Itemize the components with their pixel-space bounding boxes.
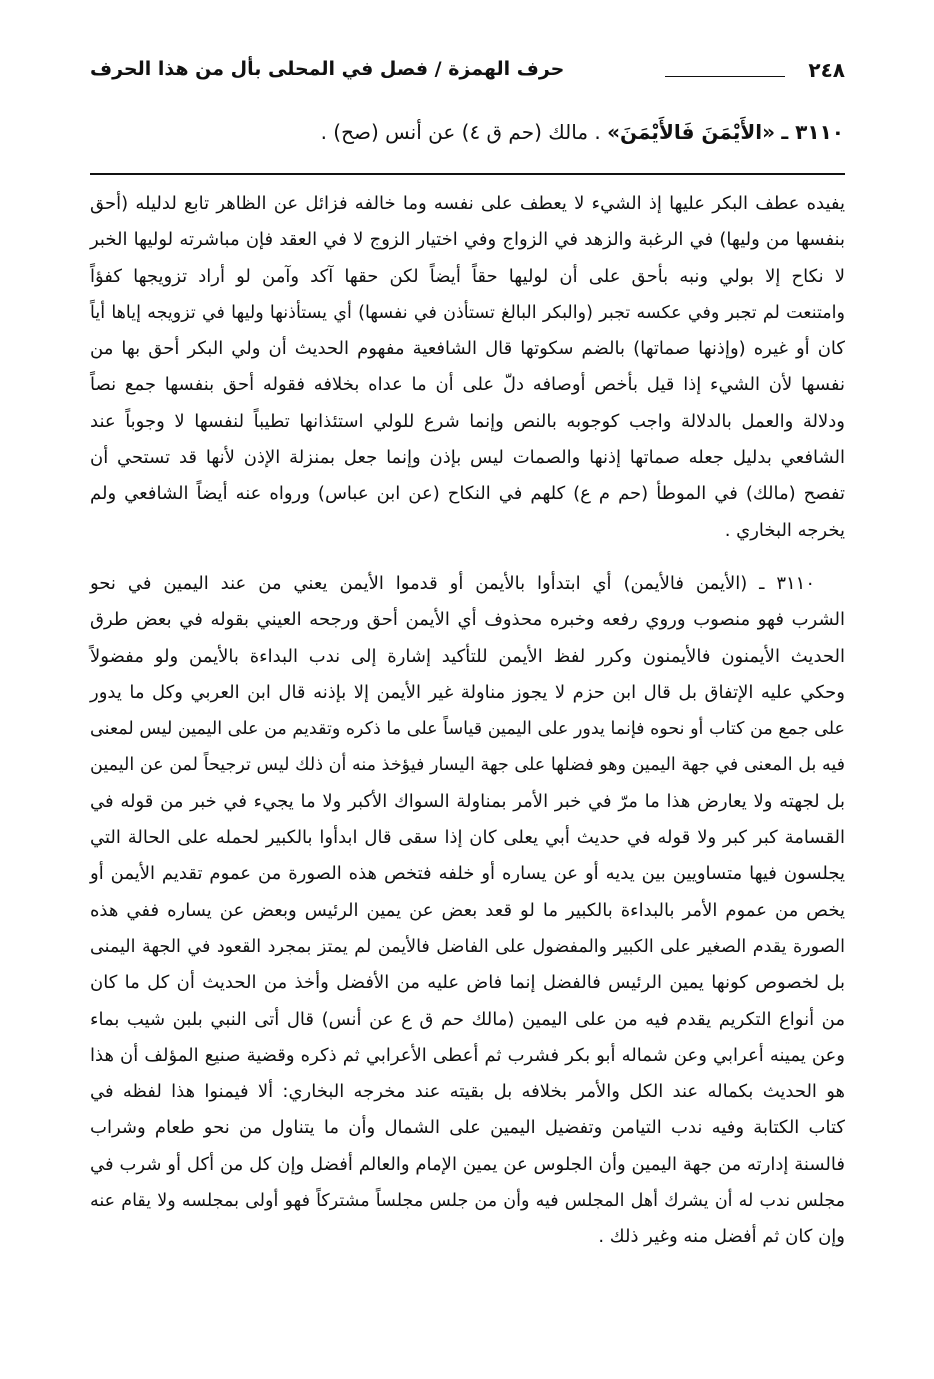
page-number: ٢٤٨ xyxy=(808,58,845,82)
commentary-paragraph-2 xyxy=(90,566,845,1256)
text-line: ٣١١٠ ـ (الأيمن فالأيمن) أي ابتدأوا بالأيمن أو قدموا الأيمن يعني من عند اليمين في نحو xyxy=(90,572,815,594)
text-line: من أنواع التكريم يقدم فيه من على اليمين (مالك حم ق ع عن أنس) قال أتى النبي بلبن شيب بماء xyxy=(90,1008,845,1030)
hadith-number: ٣١١٠ ـ xyxy=(781,120,844,144)
section-divider xyxy=(90,173,845,175)
text-line: على جمع من كتاب أو نحوه فإنما يدور على اليمين قياساً على ما ذكره وتقديم من على اليمين ليس لمعنى xyxy=(90,719,845,740)
text-line: الشافعي بدليل جعله صماتها إذنها والصمات ليس بإذن وإنما جعل بمنزلة الإذن لأنها قد تستحي أن xyxy=(90,447,845,469)
text-line: وحكي عليه الإتفاق بل قال ابن حزم لا يجوز مناولة غير الأيمن إلا بإذنه قال ابن العربي وكل ما يدور xyxy=(90,681,845,703)
hadith-text xyxy=(94,120,844,144)
text-line: نفسها لأن الشيء إذا قيل بأخص أوصافه دلّ على أن ما عداه بخلافه فقوله أحق بنفسها جمع نصاً xyxy=(90,374,845,396)
text-line: يخرجه البخاري . xyxy=(724,519,845,541)
page-header xyxy=(90,58,845,92)
text-line: وإن كان ثم أفضل منه وغير ذلك . xyxy=(598,1226,845,1248)
text-line: الشرب فهو منصوب وروي رفعه وخبره محذوف أي الأيمن أحق ورجحه العيني بقوله في بعض طرق xyxy=(90,609,845,631)
text-line: يخص من عموم الأمر بالبداءة بالكبير ما لو قعد بعض عن يمين الرئيس وبعض عن يساره ففي هذه xyxy=(90,899,845,921)
text-line: كان أو غيره (وإذنها صماتها) بالضم سكوتها قال الشافعية مفهوم الحديث أن ولي البكر أحق بها من xyxy=(90,338,845,360)
header-rule xyxy=(665,76,785,77)
text-line: الحديث الأيمنون فالأيمنون وكرر لفظ الأيمن للتأكيد إشارة إلى ندب البداءة بالأيمن ولو مفضولاً xyxy=(90,645,845,667)
running-title: حرف الهمزة / فصل في المحلى بأل من هذا الحرف xyxy=(90,58,565,80)
text-line: بل لجهته ولا يعارض هذا ما مرّ في خبر الأمر بمناولة السواك الأكبر ولا ما يجيء في خبر من قوله في xyxy=(90,790,845,812)
text-line: بنفسها من وليها) في الرغبة والزهد في الزواج وفي اختيار الزوج لا في العقد فإن مباشرته لوليها الخبر xyxy=(90,229,845,251)
text-line: القسامة كبر كبر ولا قوله في حديث أبي يعلى كان إذا سقى قال ابدأوا بالكبير لحمله على الحالة التي xyxy=(90,827,845,849)
text-line: فيه بل المعنى في جهة اليمين وهو فضلها على جهة اليسار فيؤخذ منه أن ذلك ليس ترجيحاً لمن عن اليمين xyxy=(90,755,845,776)
hadith-matn: «الأَيْمَنَ فَالأَيْمَنَ» xyxy=(607,120,775,144)
text-line: الصورة يقدم الصغير على الكبير والمفضول على الفاضل فالأيمن لم يمتز بمجرد القعود في الجهة اليمنى xyxy=(90,936,845,957)
text-line: مجلس ندب له أن يشرك أهل المجلس فيه وأن من جلس مجلساً مشتركاً فهو أولى بمجلسه ولا يقام عنه xyxy=(90,1191,845,1212)
text-line: يجلسون فيها متساويين بين يديه أو عن يساره أو خلفه فتخص هذه الصورة من عموم تقديم الأيمن أو xyxy=(90,863,845,885)
text-line: يفيده عطف البكر عليها إذ الشيء لا يعطف على نفسه وما خالفه فزائل عن الظاهر تابع لدليله (أحق xyxy=(90,193,845,214)
text-line: وامتنعت لم تجبر وفي عكسه تجبر (والبكر البالغ تستأذن في نفسها) أي يستأذنها وليها في تزويجه إياها أياً xyxy=(90,302,845,323)
text-line: هو الحديث بكماله عند الكل والأمر بخلافه بل بقيته عند مخرجه البخاري: ألا فيمنوا هذا لفظه في xyxy=(90,1081,845,1103)
text-line: كتاب الكتابة وفيه ندب التيامن وتفضيل اليمين على الشمال وأن ما يتناول من نحو طعام وشراب xyxy=(90,1117,845,1139)
text-line: وعن يمينه أعرابي وعن شماله أبو بكر فشرب ثم أعطى الأعرابي ثم ذكره وقضية صنيع المؤلف أن هذا xyxy=(90,1044,845,1066)
hadith-source: . مالك (حم ق ٤) عن أنس (صح) . xyxy=(320,120,601,144)
commentary-paragraph-1 xyxy=(90,186,845,549)
text-line: تفصح (مالك) في الموطأ (حم م ع) كلهم في النكاح (عن ابن عباس) ورواه عنه أيضاً الشافعي ولم xyxy=(90,483,845,505)
text-line: ودلالة والعمل بالدلالة واجب كوجوبه بالنص وإنما شرع للولي استئذانها تطيباً لنفسها لا وجوباً عند xyxy=(90,410,845,432)
text-line: لا نكاح إلا بولي ونبه بأحق على أن لوليها حقاً أيضاً لكن حقها آكد وآمن لو أراد تزويجها كفؤاً xyxy=(90,265,845,287)
text-line: بل لخصوص كونها يمين الرئيس فالفضل إنما فاض عليه من الأفضل وأخذ من الحديث أن كل ما كان xyxy=(90,972,845,994)
commentary xyxy=(90,186,845,1256)
text-line: فالسنة إدارته من جهة اليمين وأن الجلوس عن يمين الإمام والعالم أفضل وإن كل من أكل أو شرب في xyxy=(90,1153,845,1175)
paragraph-gap xyxy=(90,549,845,566)
